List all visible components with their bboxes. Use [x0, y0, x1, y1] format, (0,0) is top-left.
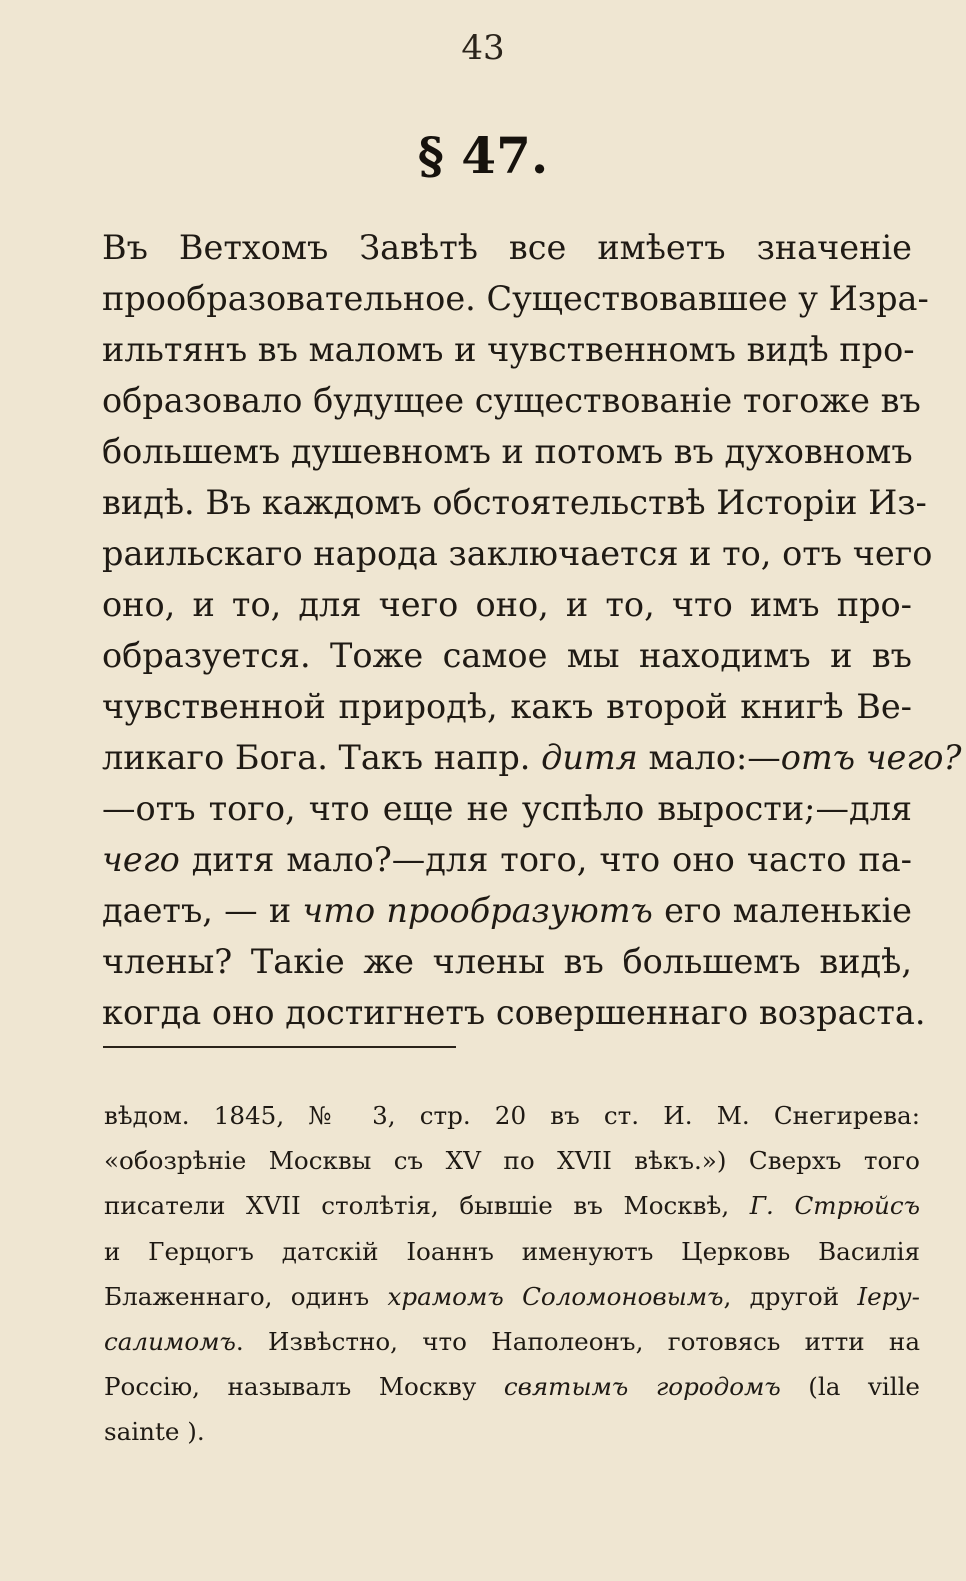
text-segment: когда оно достигнетъ совершеннаго возраста. [102, 993, 926, 1032]
italic-text: святымъ городомъ [503, 1372, 781, 1402]
footnote-line [104, 1229, 920, 1274]
text-segment: образуется. Тоже самое мы находимъ и въ [102, 636, 912, 675]
footnote-line [104, 1364, 920, 1409]
main-text-line [102, 222, 912, 273]
main-text-line [102, 375, 921, 426]
text-segment: мало:— [637, 738, 781, 777]
text-segment: ликаго Бога. Такъ напр. [102, 738, 542, 777]
footnote-line [104, 1274, 920, 1319]
main-text-line [102, 732, 962, 783]
main-text-line [102, 324, 915, 375]
main-text-line [102, 783, 912, 834]
footnote [104, 1093, 920, 1455]
section-heading: § 47. [417, 126, 549, 185]
italic-text: храмомъ Соломоновымъ [387, 1281, 724, 1311]
footnote-line [104, 1183, 920, 1228]
main-text-line [102, 936, 912, 987]
text-segment: (la ville [780, 1372, 920, 1402]
text-segment: прообразовательное. Существовавшее у Изра- [102, 279, 929, 318]
italic-text: что прообразуютъ [302, 891, 653, 930]
text-segment: «обозрѣнie Москвы съ XV по XVII вѣкъ.») Сверхъ того [104, 1146, 920, 1176]
text-segment: большемъ душевномъ и потомъ въ духовномъ [102, 432, 913, 471]
text-segment: члены? Такie же члены въ большемъ видѣ, [102, 942, 912, 981]
footnote-line [104, 1409, 920, 1454]
text-segment: чувственной природѣ, какъ второй книгѣ Ве- [102, 687, 912, 726]
footnote-rule [103, 1046, 456, 1048]
footnote-line [104, 1319, 920, 1364]
footnote-line [104, 1138, 920, 1183]
text-segment: вѣдом. 1845, № 3, стр. 20 въ ст. И. М. Снегирева: [104, 1101, 920, 1130]
italic-text: чего [102, 840, 180, 879]
text-segment: видѣ. Въ каждомъ обстоятельствѣ Исторiи Из- [102, 483, 927, 522]
text-segment: дитя мало?—для того, что оно часто па- [179, 840, 912, 879]
main-text-line [102, 987, 926, 1038]
text-segment: , другой [723, 1281, 858, 1311]
main-text-line [102, 426, 912, 477]
main-text [102, 222, 962, 1038]
text-segment: образовало будущее существованie тогоже въ [102, 381, 921, 420]
text-segment: ильтянъ въ маломъ и чувственномъ видѣ про- [102, 330, 915, 369]
text-segment: Въ Ветхомъ Завѣтѣ все имѣетъ значенie [102, 228, 912, 267]
text-segment: его маленькie [652, 891, 912, 930]
text-segment: Блаженнаго, одинъ [104, 1281, 388, 1311]
text-segment: писатели XVII столѣтiя, бывшie въ Москвѣ, [104, 1191, 750, 1221]
main-text-line [102, 273, 929, 324]
text-segment: Россiю, называлъ Москву [104, 1372, 504, 1402]
text-segment: даетъ, — и [102, 891, 303, 930]
italic-text: салимомъ [104, 1326, 236, 1356]
main-text-line [102, 579, 912, 630]
italic-text: Iеру- [857, 1281, 920, 1311]
main-text-line [102, 477, 927, 528]
text-segment: . Извѣстно, что Наполеонъ, готовясь итти на [235, 1326, 920, 1356]
main-text-line [102, 834, 912, 885]
italic-text: отъ чего? [780, 738, 962, 777]
main-text-line [102, 885, 912, 936]
main-text-line [102, 630, 912, 681]
footnote-line [104, 1093, 920, 1138]
page-number: 43 [461, 28, 505, 68]
italic-text: дитя [541, 738, 638, 777]
text-segment: раильскаго народа заключается и то, отъ чего [102, 534, 933, 573]
italic-text: Г. Стрюйсъ [749, 1191, 920, 1221]
text-segment: оно, и то, для чего оно, и то, что имъ про- [102, 585, 912, 624]
text-segment: sainte ). [104, 1417, 205, 1447]
main-text-line [102, 528, 933, 579]
text-segment: и Герцогъ датскiй Iоаннъ именуютъ Церковь Василiя [104, 1236, 920, 1266]
text-segment: —отъ того, что еще не успѣло вырости;—для [102, 789, 912, 828]
main-text-line [102, 681, 912, 732]
